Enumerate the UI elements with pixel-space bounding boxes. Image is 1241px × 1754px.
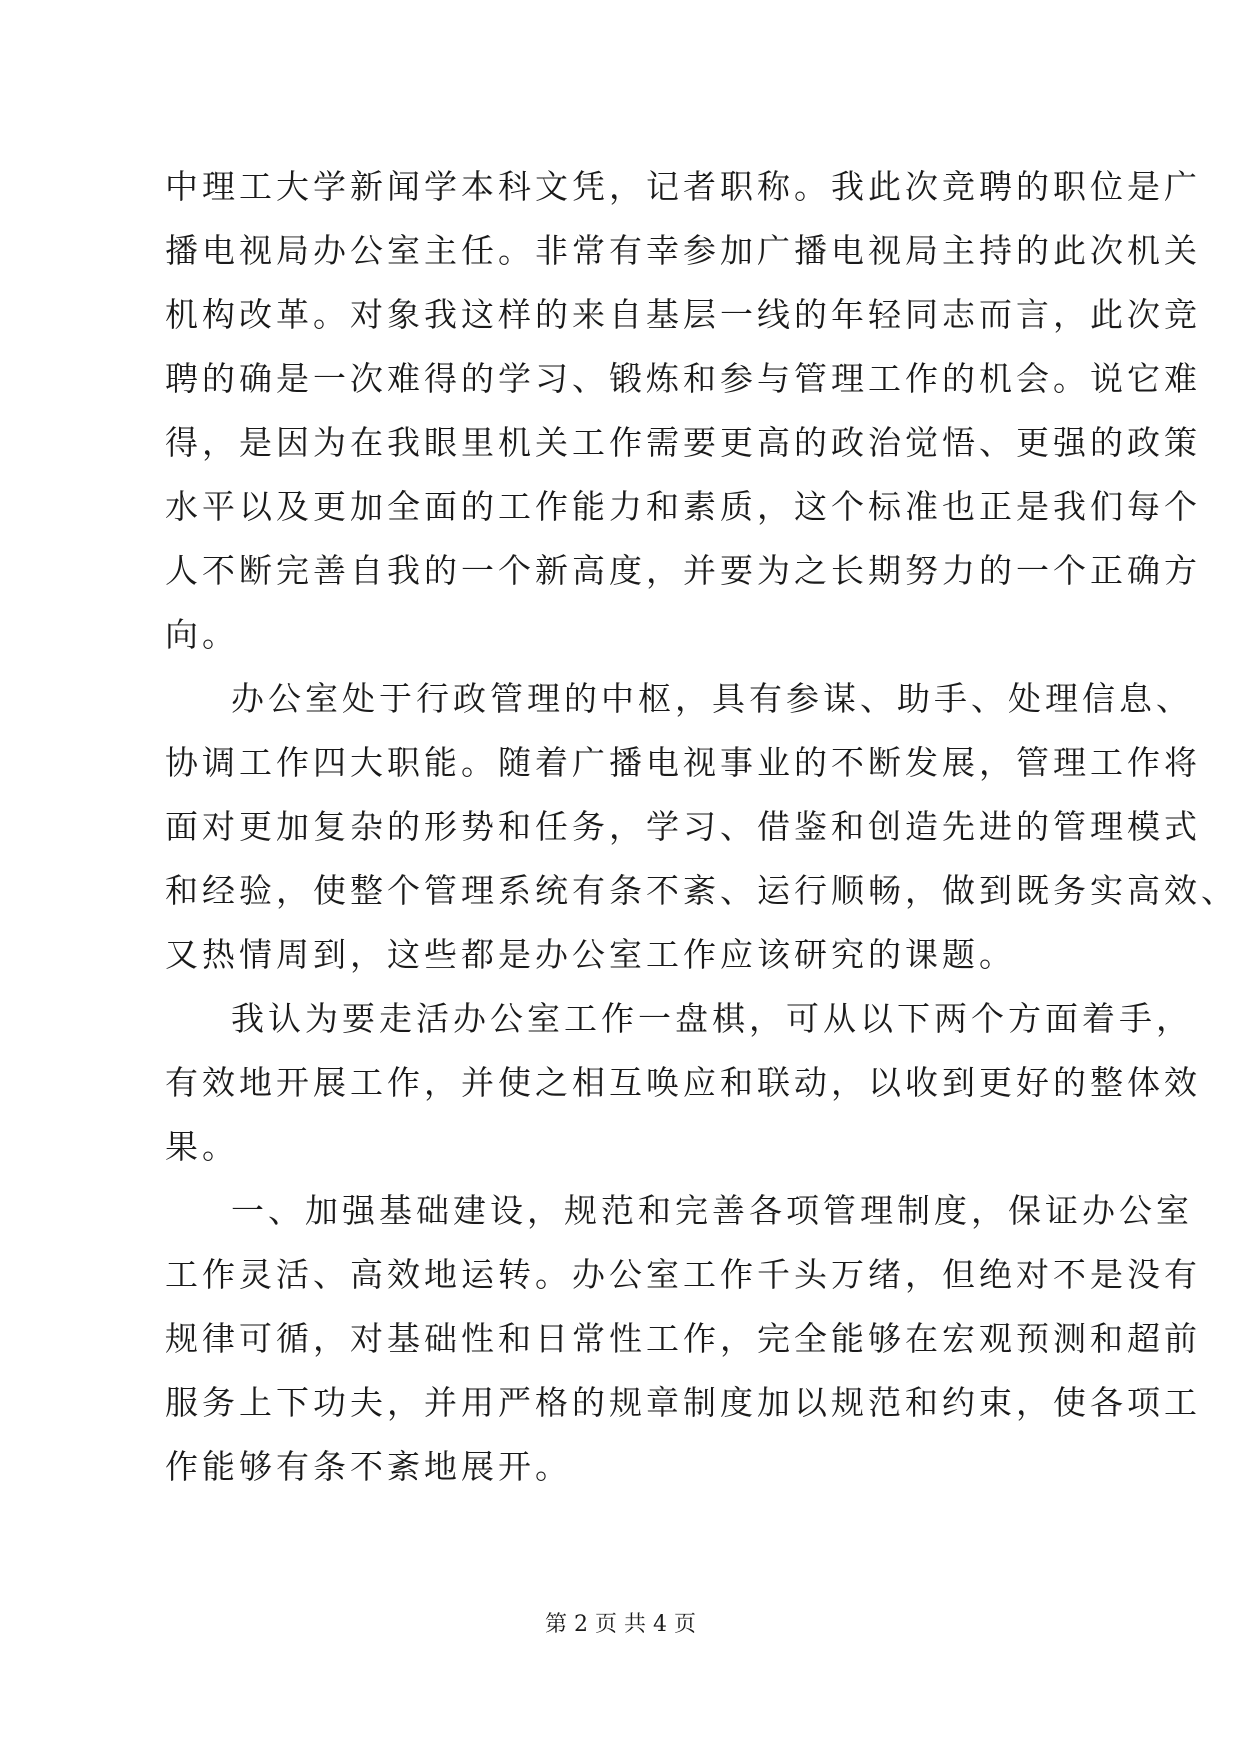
paragraph-line: 水平以及更加全面的工作能力和素质，这个标准也正是我们每个: [165, 487, 1201, 526]
paragraph-line: 果。: [165, 1127, 239, 1166]
paragraph-line: 我认为要走活办公室工作一盘棋，可从以下两个方面着手，: [231, 999, 1193, 1038]
paragraph-line: 一、加强基础建设，规范和完善各项管理制度，保证办公室: [231, 1191, 1193, 1230]
paragraph-line: 中理工大学新闻学本科文凭，记者职称。我此次竞聘的职位是广: [165, 167, 1201, 206]
paragraph-line: 协调工作四大职能。随着广播电视事业的不断发展，管理工作将: [165, 743, 1201, 782]
paragraph-line: 面对更加复杂的形势和任务，学习、借鉴和创造先进的管理模式: [165, 807, 1201, 846]
paragraph-line: 有效地开展工作，并使之相互唤应和联动，以收到更好的整体效: [165, 1063, 1201, 1102]
paragraph-line: 又热情周到，这些都是办公室工作应该研究的课题。: [165, 935, 1016, 974]
document-body: [165, 155, 1238, 1499]
page-number-footer: 第 2 页 共 4 页: [545, 1612, 696, 1637]
paragraph-line: 服务上下功夫，并用严格的规章制度加以规范和约束，使各项工: [165, 1383, 1201, 1422]
paragraph-line: 播电视局办公室主任。非常有幸参加广播电视局主持的此次机关: [165, 231, 1201, 270]
paragraph-line: 人不断完善自我的一个新高度，并要为之长期努力的一个正确方: [165, 551, 1201, 590]
paragraph-line: 向。: [165, 615, 239, 654]
paragraph-line: 规律可循，对基础性和日常性工作，完全能够在宏观预测和超前: [165, 1319, 1201, 1358]
paragraph-line: 聘的确是一次难得的学习、锻炼和参与管理工作的机会。说它难: [165, 359, 1201, 398]
paragraph-line: 得，是因为在我眼里机关工作需要更高的政治觉悟、更强的政策: [165, 423, 1201, 462]
paragraph-line: 工作灵活、高效地运转。办公室工作千头万绪，但绝对不是没有: [165, 1255, 1201, 1294]
paragraph-line: 办公室处于行政管理的中枢，具有参谋、助手、处理信息、: [231, 679, 1193, 718]
paragraph-line: 作能够有条不紊地展开。: [165, 1447, 572, 1486]
paragraph-line: 和经验，使整个管理系统有条不紊、运行顺畅，做到既务实高效、: [165, 871, 1238, 910]
paragraph-line: 机构改革。对象我这样的来自基层一线的年轻同志而言，此次竞: [165, 295, 1201, 334]
